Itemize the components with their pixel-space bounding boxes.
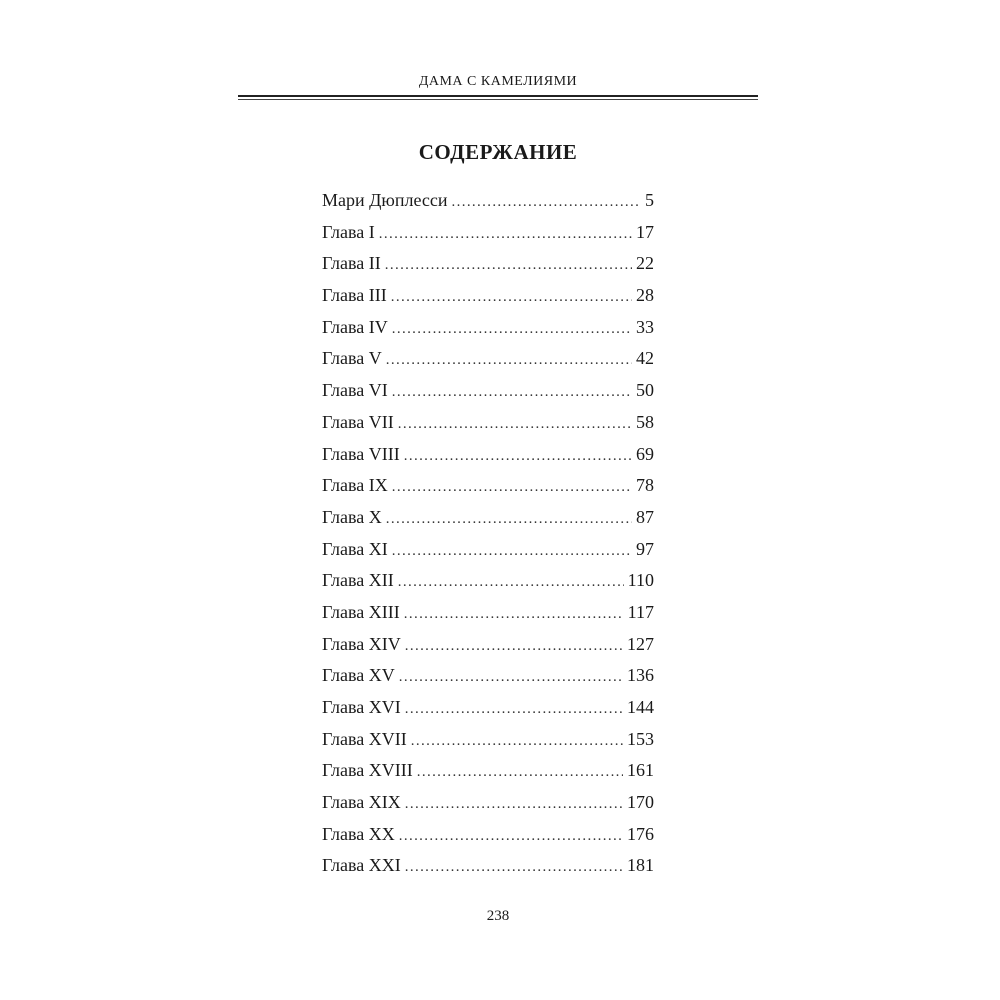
toc-entry-label: Глава XI [322, 538, 388, 559]
toc-entry-page: 5 [645, 190, 654, 210]
toc-entry-page: 33 [636, 316, 654, 337]
toc-entry[interactable] [322, 755, 654, 787]
page-number: 238 [486, 908, 510, 924]
dot-leader [399, 662, 623, 694]
dot-leader [398, 567, 624, 599]
toc-entry-page: 50 [636, 380, 654, 401]
dot-leader [405, 789, 623, 821]
toc-entry[interactable] [322, 534, 654, 566]
header-rule-thin [238, 99, 758, 100]
toc-entry[interactable] [322, 375, 654, 407]
dot-leader [405, 631, 623, 663]
toc-entry-label: Глава IX [322, 475, 388, 496]
toc-entry-page: 117 [627, 601, 654, 622]
toc-entry-label: Глава X [322, 506, 382, 527]
toc-entry[interactable] [322, 502, 654, 534]
dot-leader [399, 821, 623, 853]
toc-entry-label: Глава IV [322, 316, 388, 337]
toc-entry[interactable] [322, 724, 654, 756]
dot-leader [392, 472, 632, 504]
dot-leader [392, 377, 632, 409]
dot-leader [405, 852, 623, 884]
toc-entry[interactable] [322, 787, 654, 819]
header-rule-thick [238, 95, 758, 97]
dot-leader [385, 250, 632, 282]
toc-entry-page: 110 [627, 570, 654, 591]
toc-entry-page: 69 [636, 443, 654, 464]
toc-entry-label: Глава II [322, 253, 381, 274]
toc-entry-label: Глава VII [322, 411, 394, 432]
running-head: ДАМА С КАМЕЛИЯМИ [418, 74, 578, 89]
toc-entry-label: Глава XVI [322, 697, 401, 717]
toc-entry-page: 22 [636, 253, 654, 274]
dot-leader [417, 757, 623, 789]
toc-entry[interactable] [322, 629, 654, 661]
dot-leader [452, 187, 641, 219]
toc-entry-page: 28 [636, 285, 654, 306]
toc-entry-page: 170 [627, 792, 654, 813]
dot-leader [391, 282, 632, 314]
toc-entry-page: 58 [636, 411, 654, 432]
toc-entry-label: Глава XX [322, 823, 395, 844]
dot-leader [411, 726, 623, 758]
toc-entry-label: Глава VIII [322, 443, 400, 464]
toc-entry[interactable] [322, 217, 654, 249]
toc-entry-label: Глава XIV [322, 633, 401, 654]
toc-entry-page: 153 [627, 728, 654, 749]
toc-entry-label: Глава XV [322, 665, 395, 686]
dot-leader [398, 409, 632, 441]
toc-entry-label: Глава XIII [322, 601, 400, 622]
toc-entry[interactable] [322, 850, 654, 882]
toc-entry-label: Глава III [322, 285, 387, 306]
dot-leader [404, 441, 632, 473]
toc-entry-label: Глава VI [322, 380, 388, 401]
toc-entry-label: Глава V [322, 348, 382, 369]
toc-entry[interactable] [322, 185, 654, 217]
dot-leader [405, 694, 623, 726]
dot-leader [392, 314, 632, 346]
toc-title: СОДЕРЖАНИЕ [418, 140, 578, 164]
toc-entry-page: 136 [627, 665, 654, 686]
toc-entry[interactable] [322, 597, 654, 629]
toc-entry[interactable] [322, 692, 654, 724]
toc-entry[interactable] [322, 407, 654, 439]
toc-entry-label: Мари Дюплесси [322, 190, 448, 210]
toc-entry-page: 42 [636, 348, 654, 369]
toc-entry-page: 78 [636, 475, 654, 496]
toc-entry[interactable] [322, 565, 654, 597]
toc-entry-page: 144 [627, 697, 654, 717]
toc-entry-page: 161 [627, 760, 654, 781]
dot-leader [404, 599, 624, 631]
toc-entry-label: Глава XII [322, 570, 394, 591]
toc-entry-page: 127 [627, 633, 654, 654]
toc-entry-label: Глава XVIII [322, 760, 413, 781]
toc-entry[interactable] [322, 343, 654, 375]
toc-entry-page: 87 [636, 506, 654, 527]
toc-entry-page: 17 [636, 221, 654, 242]
toc-entry[interactable] [322, 819, 654, 851]
toc-entry-label: Глава XIX [322, 792, 401, 813]
toc-entry-page: 97 [636, 538, 654, 559]
toc-entry[interactable] [322, 660, 654, 692]
dot-leader [386, 504, 632, 536]
toc-entry[interactable] [322, 280, 654, 312]
toc-entry[interactable] [322, 470, 654, 502]
toc-list [322, 185, 654, 882]
toc-entry-page: 176 [627, 823, 654, 844]
toc-entry-label: Глава XVII [322, 728, 407, 749]
toc-entry-label: Глава XXI [322, 855, 401, 876]
toc-entry-label: Глава I [322, 221, 375, 242]
dot-leader [392, 536, 632, 568]
toc-entry[interactable] [322, 439, 654, 471]
toc-entry[interactable] [322, 248, 654, 280]
dot-leader [386, 345, 632, 377]
dot-leader [379, 219, 632, 251]
toc-entry-page: 181 [627, 855, 654, 876]
toc-entry[interactable] [322, 312, 654, 344]
